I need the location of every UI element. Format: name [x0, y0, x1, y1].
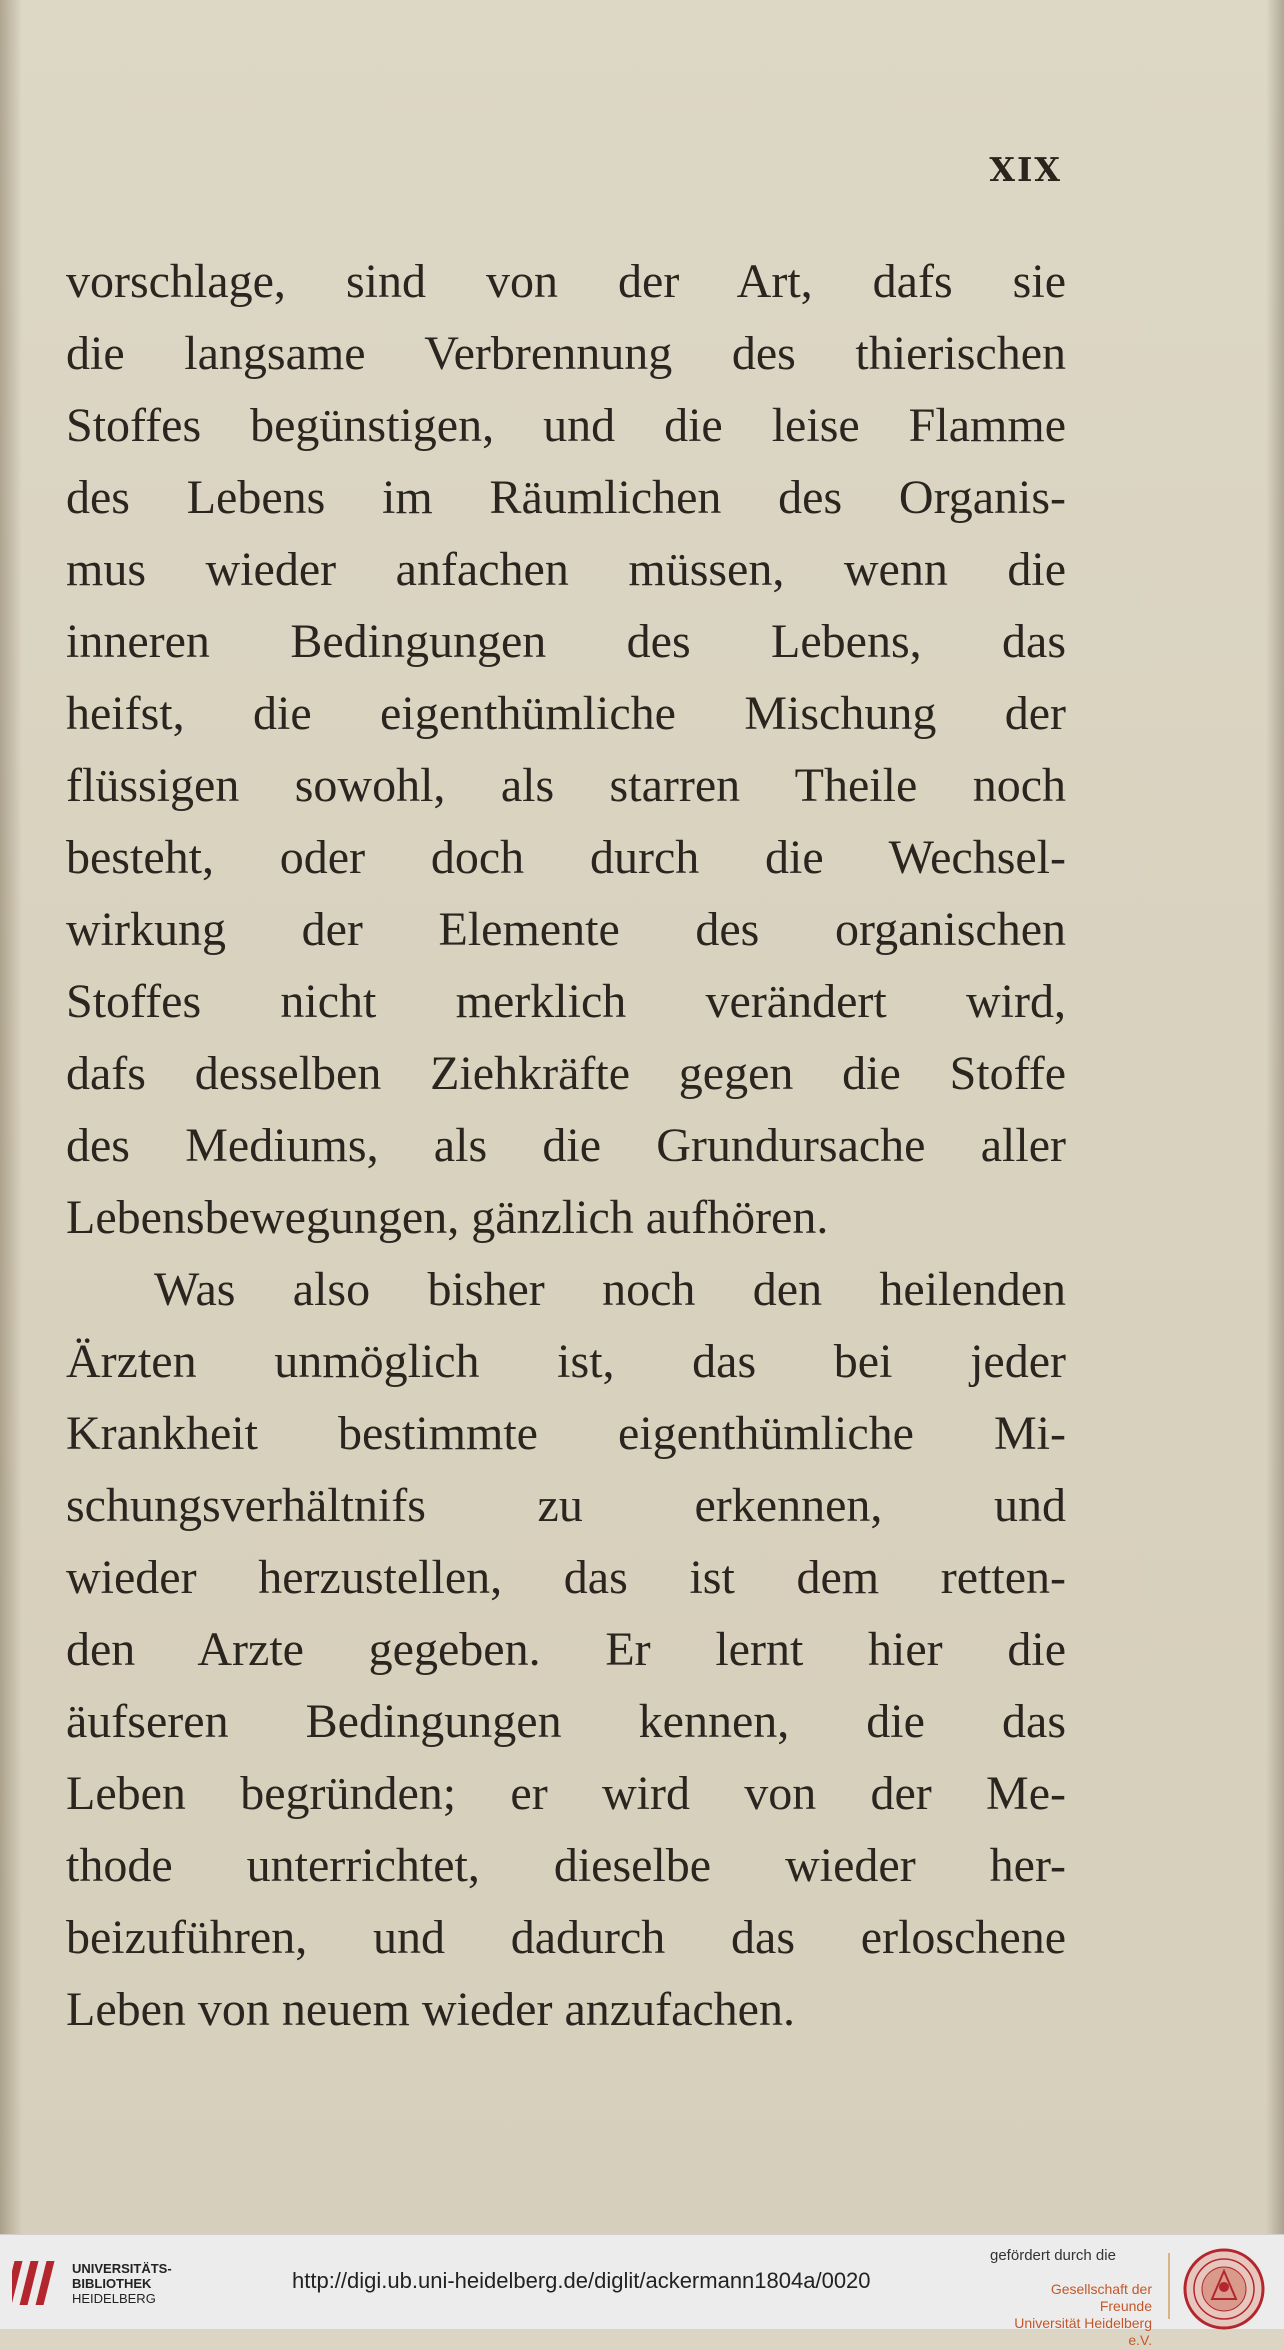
sponsor-name[interactable]: [1000, 2281, 1152, 2349]
text-line: äufseren Bedingungen kennen, die das: [66, 1695, 1066, 1748]
text-line: wieder herzustellen, das ist dem retten-: [66, 1551, 1066, 1604]
text-line: Stoffes nicht merklich verändert wird,: [66, 975, 1066, 1028]
text-line: des Lebens im Räumlichen des Organis-: [66, 471, 1066, 524]
text-line: flüssigen sowohl, als starren Theile noch: [66, 759, 1066, 812]
text-line: den Arzte gegeben. Er lernt hier die: [66, 1623, 1066, 1676]
text-line: Stoffes begünstigen, und die leise Flamme: [66, 399, 1066, 452]
text-line: schungsverhältnifs zu erkennen, und: [66, 1479, 1066, 1532]
library-name-line2: BIBLIOTHEK: [72, 2276, 152, 2291]
text-line: Krankheit bestimmte eigenthümliche Mi-: [66, 1407, 1066, 1460]
text-line: vorschlage, sind von der Art, dafs sie: [66, 255, 1066, 308]
text-line: Ärzten unmöglich ist, das bei jeder: [66, 1335, 1066, 1388]
text-line: die langsame Verbrennung des thierischen: [66, 327, 1066, 380]
university-seal-icon: [1182, 2247, 1266, 2331]
text-line: wirkung der Elemente des organischen: [66, 903, 1066, 956]
text-line: besteht, oder doch durch die Wechsel-: [66, 831, 1066, 884]
footer-bar: [0, 2234, 1284, 2348]
text-line: inneren Bedingungen des Lebens, das: [66, 615, 1066, 668]
text-line: mus wieder anfachen müssen, wenn die: [66, 543, 1066, 596]
page-number: XIX: [989, 150, 1062, 189]
university-library-logo-icon[interactable]: [12, 2255, 62, 2311]
text-line: heifst, die eigenthümliche Mischung der: [66, 687, 1066, 740]
text-line: Leben von neuem wieder anzufachen.: [66, 1983, 795, 2036]
library-name-line1: UNIVERSITÄTS-: [72, 2261, 172, 2276]
text-line: Lebensbewegungen, gänzlich aufhören.: [66, 1191, 829, 1244]
text-line: beizuführen, und dadurch das erloschene: [66, 1911, 1066, 1964]
footer-divider: [1168, 2253, 1170, 2319]
permalink-url[interactable]: http://digi.ub.uni-heidelberg.de/diglit/ackermann1804a/0020: [292, 2268, 871, 2293]
library-name: [72, 2261, 172, 2306]
text-line: Leben begründen; er wird von der Me-: [66, 1767, 1066, 1820]
body-text: [66, 246, 1066, 2046]
library-name-line3: HEIDELBERG: [72, 2291, 156, 2306]
text-line: Was also bisher noch den heilenden: [154, 1263, 1066, 1316]
sponsor-lead: gefördert durch die: [990, 2247, 1116, 2264]
sponsor-name-line1: Gesellschaft der Freunde: [1050, 2281, 1152, 2314]
sponsor-name-line2: Universität Heidelberg e.V.: [1014, 2315, 1152, 2348]
text-line: dafs desselben Ziehkräfte gegen die Stoffe: [66, 1047, 1066, 1100]
text-line: des Mediums, als die Grundursache aller: [66, 1119, 1066, 1172]
text-line: thode unterrichtet, dieselbe wieder her-: [66, 1839, 1066, 1892]
